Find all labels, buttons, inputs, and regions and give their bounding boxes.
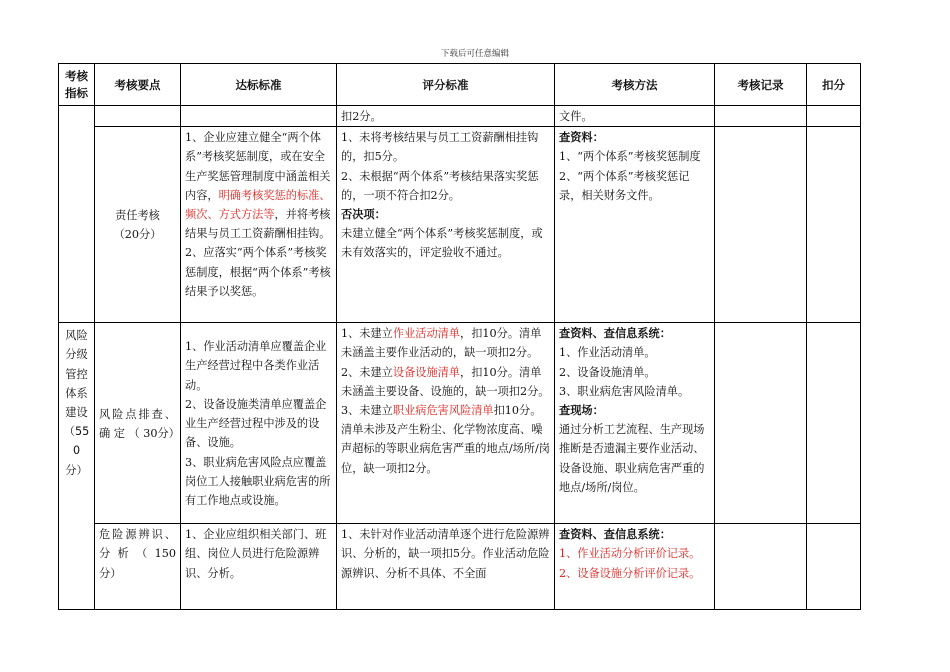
header-indicator: 考核 指标 — [59, 64, 95, 106]
deduction-cell — [807, 524, 861, 610]
page-header-note: 下载后可任意编辑 — [440, 49, 509, 59]
header-deduction: 扣分 — [807, 64, 861, 106]
standard-cell: 1、企业应组织相关部门、班组、岗位人员进行危险源辨识、分析。 — [181, 524, 337, 610]
method-cell: 查资料、查信息系统： 1、作业活动清单。 2、设备设施清单。 3、职业病危害风险清单。 查现场： 通过分析工艺流程、生产现场推断是否遗漏主要作业活动、设备设施、职业病危害严重的地点/场所/岗位。 — [555, 323, 715, 524]
record-cell — [715, 323, 807, 524]
highlight-text: 设备设施清单 — [392, 365, 461, 379]
cell-empty — [181, 106, 337, 127]
standard-cell: 1、作业活动清单应覆盖企业生产经营过程中各类作业活动。 2、设备设施类清单应覆盖企业生产经营过程中涉及的设备、设施。 3、职业病危害风险点应覆盖岗位工人接触职业病危害的所有工作地点或设施。 — [181, 323, 337, 524]
table-header-row — [59, 64, 861, 106]
record-cell — [715, 127, 807, 323]
method-label: 查现场： — [559, 404, 604, 418]
indicator-cell-risk-control: 风险 分级 管控 体系 建设 （55 0 分） — [59, 323, 95, 610]
highlight-text: 1、作业活动分析评价记录。 — [559, 547, 701, 561]
table-row-risk-point — [59, 323, 861, 524]
method-label: 查资料、查信息系统： — [559, 528, 671, 542]
header-scoring: 评分标准 — [337, 64, 555, 106]
highlight-text: 职业病危害风险清单 — [392, 404, 494, 418]
key-point-cell: 风险点排查、确 定 （ 30分） — [95, 323, 181, 524]
table-row-continued — [59, 106, 861, 127]
method-cell: 查资料： 1、“两个体系”考核奖惩制度 2、“两个体系”考核奖惩记录，相关财务文件。 — [555, 127, 715, 323]
header-key-point: 考核要点 — [95, 64, 181, 106]
table-row-responsibility — [59, 127, 861, 323]
method-cell — [555, 524, 715, 610]
veto-label: 否决项： — [341, 208, 386, 222]
header-method: 考核方法 — [555, 64, 715, 106]
standard-cell: 1、企业应建立健全“两个体系”考核奖惩制度，或在安全生产奖惩管理制度中涵盖相关内容，明确考核奖惩的标准、频次、方式方法等，并将考核结果与员工工资薪酬相挂钩。 2、应落实“两个体系”考核奖惩制度，根据“两个体系”考核结果予以奖惩。 — [181, 127, 337, 323]
method-cell: 文件。 — [555, 106, 715, 127]
header-record: 考核记录 — [715, 64, 807, 106]
table-row-hazard — [59, 524, 861, 610]
header-standard: 达标标准 — [181, 64, 337, 106]
deduction-cell — [807, 127, 861, 323]
scoring-cell: 1、未建立作业活动清单，扣10分。清单未涵盖主要作业活动的，缺一项扣2分。 2、未建立设备设施清单，扣10分。清单未涵盖主要设备、设施的，缺一项扣2分。 3、未建立职业病危害风险清单扣10分。清单未涉及产生粉尘、化学物浓度高、噪声超标的等职业病危害严重的地点/场所/岗位，缺一项扣2分。 — [337, 323, 555, 524]
cell-empty — [95, 106, 181, 127]
deduction-cell — [807, 323, 861, 524]
key-point-cell: 危险源辨识、分 析 （ 150分） — [95, 524, 181, 610]
record-cell — [715, 524, 807, 610]
key-point-cell: 责任考核 （20分） — [95, 127, 181, 323]
indicator-cell-empty — [59, 106, 95, 323]
scoring-cell: 1、未针对作业活动清单逐个进行危险源辨识、分析的，缺一项扣5分。作业活动危险源辨识、分析不具体、不全面 — [337, 524, 555, 610]
deduction-cell — [807, 106, 861, 127]
scoring-cell: 扣2分。 — [337, 106, 555, 127]
assessment-table — [58, 63, 861, 610]
record-cell — [715, 106, 807, 127]
highlight-text: 2、设备设施分析评价记录。 — [559, 566, 701, 580]
highlight-text: 明确考核奖惩的标准、频次、方式方法等 — [185, 188, 331, 222]
method-label: 查资料、查信息系统： — [559, 327, 671, 341]
highlight-text: 作业活动清单 — [392, 327, 461, 341]
scoring-cell: 1、未将考核结果与员工工资薪酬相挂钩的，扣5分。 2、未根据“两个体系”考核结果落实奖惩的，一项不符合扣2分。 否决项： 未建立健全“两个体系”考核奖惩制度，或未有效落实的，评定验收不通过。 — [337, 127, 555, 323]
method-label: 查资料： — [559, 131, 604, 145]
